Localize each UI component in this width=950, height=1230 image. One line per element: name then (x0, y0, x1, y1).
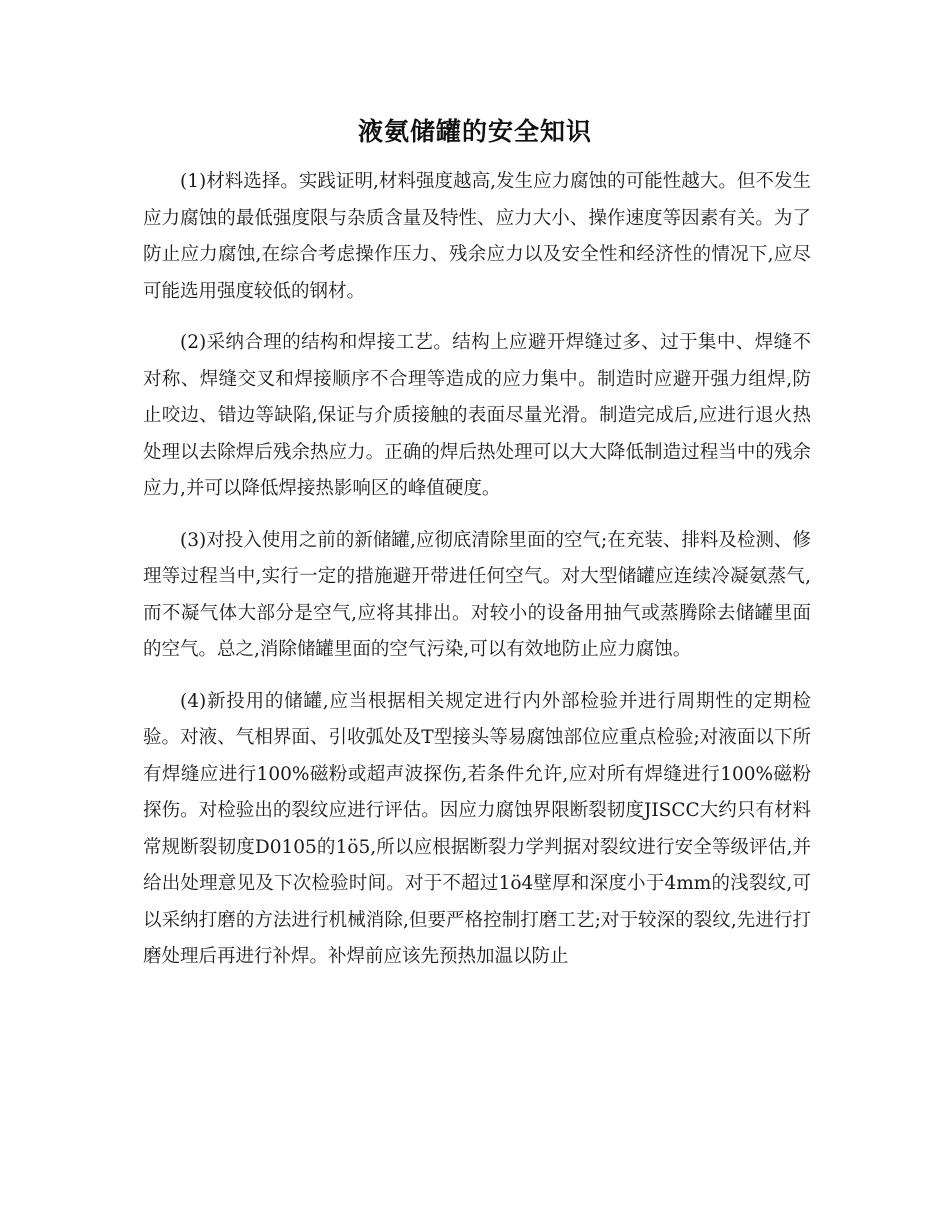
document-body (143, 164, 811, 991)
paragraph-3: (3)对投入使用之前的新储罐,应彻底清除里面的空气;在充装、排料及检测、修理等过程当中,实行一定的措施避开带进任何空气。对大型储罐应连续冷凝氨蒸气,而不凝气体大部分是空气,应将其排出。对较小的设备用抽气或蒸腾除去储罐里面的空气。总之,消除储罐里面的空气污染,可以有效地防止应力腐蚀。 (143, 529, 811, 660)
paragraph-2: (2)采纳合理的结构和焊接工艺。结构上应避开焊缝过多、过于集中、焊缝不对称、焊缝交叉和焊接顺序不合理等造成的应力集中。制造时应避开强力组焊,防止咬边、错边等缺陷,保证与介质接触的表面尽量光滑。制造完成后,应进行退火热处理以去除焊后残余热应力。正确的焊后热处理可以大大降低制造过程当中的残余应力,并可以降低焊接热影响区的峰值硬度。 (143, 332, 811, 499)
paragraph-4: (4)新投用的储罐,应当根据相关规定进行内外部检验并进行周期性的定期检验。对液、气相界面、引收弧处及T型接头等易腐蚀部位应重点检验;对液面以下所有焊缝应进行100%磁粉或超声波探伤,若条件允许,应对所有焊缝进行100%磁粉探伤。对检验出的裂纹应进行评估。因应力腐蚀界限断裂韧度JISCC大约只有材料常规断裂韧度D0105的1ö5,所以应根据断裂力学判据对裂纹进行安全等级评估,并给出处理意见及下次检验时间。对于不超过1ö4壁厚和深度小于4mm的浅裂纹,可以采纳打磨的方法进行机械消除,但要严格控制打磨工艺;对于较深的裂纹,先进行打磨处理后再进行补焊。补焊前应该先预热加温以防止 (143, 690, 811, 967)
paragraph-1: (1)材料选择。实践证明,材料强度越高,发生应力腐蚀的可能性越大。但不发生应力腐蚀的最低强度限与杂质含量及特性、应力大小、操作速度等因素有关。为了防止应力腐蚀,在综合考虑操作压力、残余应力以及安全性和经济性的情况下,应尽可能选用强度较低的钢材。 (143, 171, 811, 302)
document-title: 液氨储罐的安全知识 (357, 117, 592, 146)
